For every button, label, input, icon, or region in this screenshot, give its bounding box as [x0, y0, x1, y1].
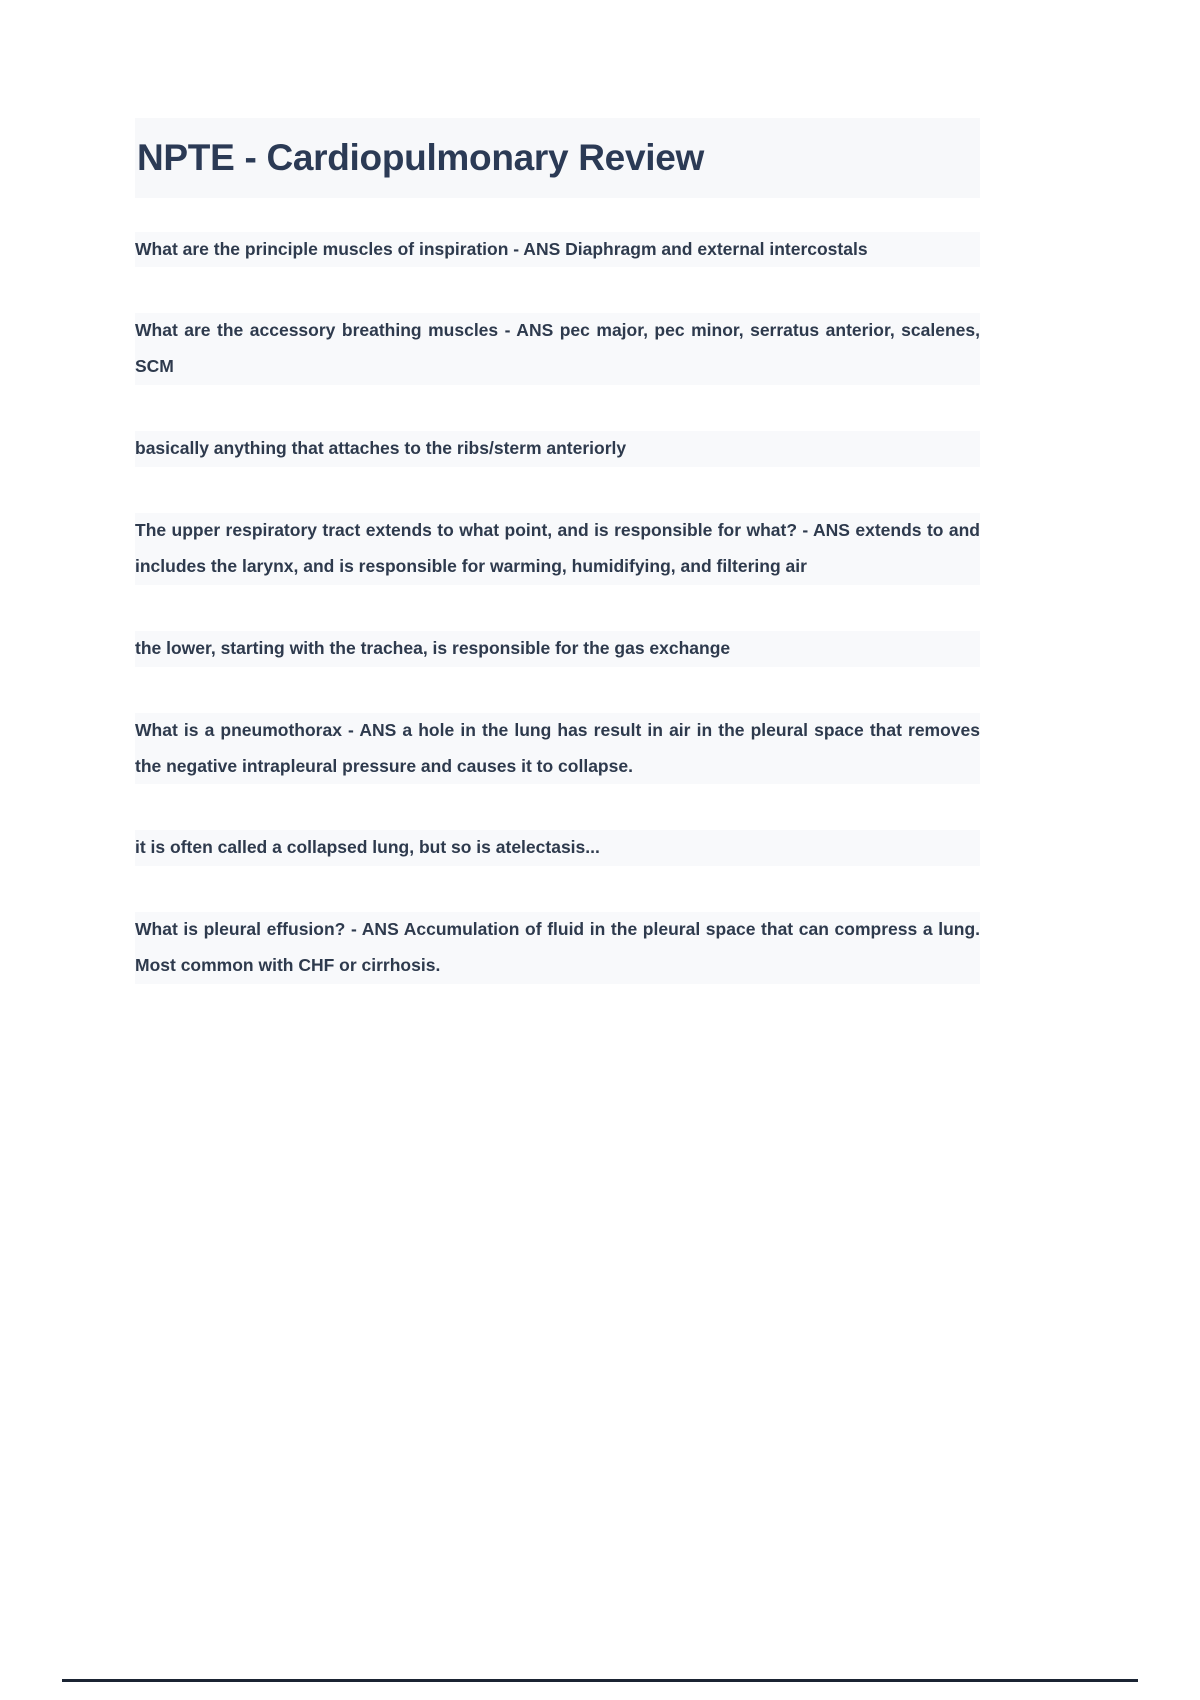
- footer-divider: [62, 1679, 1138, 1682]
- qa-text: What are the principle muscles of inspiration - ANS Diaphragm and external intercostals: [135, 232, 980, 268]
- note-block: [135, 431, 980, 467]
- note-text: basically anything that attaches to the ribs/sterm anteriorly: [135, 431, 980, 467]
- qa-block: [135, 313, 980, 385]
- qa-block: [135, 713, 980, 785]
- note-text: it is often called a collapsed lung, but so is atelectasis...: [135, 830, 980, 866]
- qa-block: [135, 912, 980, 984]
- page-title: NPTE - Cardiopulmonary Review: [135, 118, 980, 198]
- note-text: the lower, starting with the trachea, is responsible for the gas exchange: [135, 631, 980, 667]
- qa-text: What are the accessory breathing muscles - ANS pec major, pec minor, serratus anterior, scalenes, SCM: [135, 313, 980, 385]
- qa-block: [135, 513, 980, 585]
- note-block: [135, 631, 980, 667]
- qa-text: What is a pneumothorax - ANS a hole in the lung has result in air in the pleural space that removes the negative intrapleural pressure and causes it to collapse.: [135, 713, 980, 785]
- document-body: [135, 118, 980, 1030]
- qa-block: [135, 232, 980, 268]
- note-block: [135, 830, 980, 866]
- qa-text: What is pleural effusion? - ANS Accumulation of fluid in the pleural space that can compress a lung. Most common with CHF or cirrhosis.: [135, 912, 980, 984]
- qa-text: The upper respiratory tract extends to what point, and is responsible for what? - ANS extends to and includes the larynx, and is responsible for warming, humidifying, and filtering air: [135, 513, 980, 585]
